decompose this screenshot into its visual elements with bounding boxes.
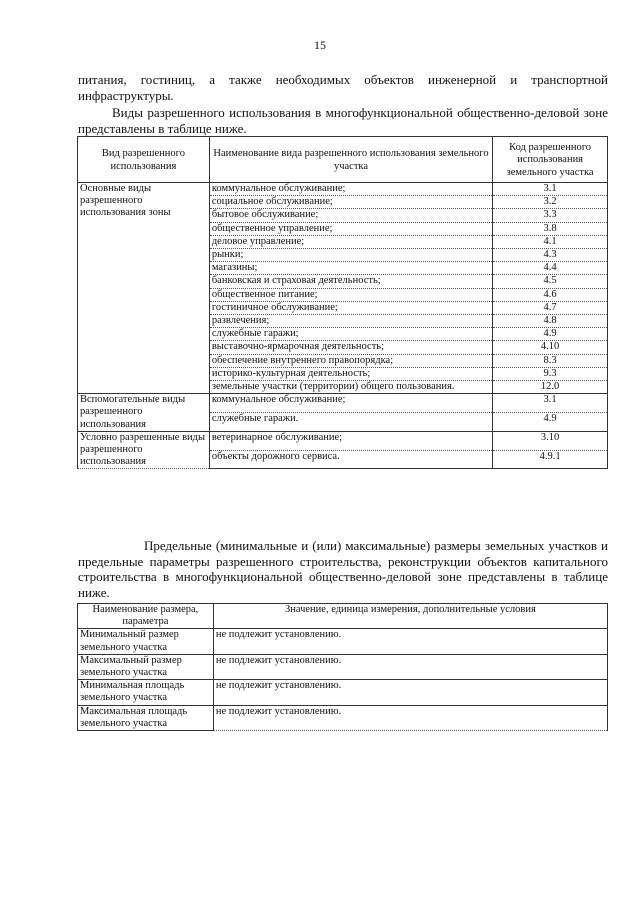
use-name-cell: земельные участки (территории) общего пользования.	[209, 381, 492, 394]
use-type-cell: Основные виды разрешенного использования зоны	[78, 183, 210, 394]
table-row	[78, 394, 608, 413]
use-code-cell: 4.9	[493, 413, 608, 432]
parameter-cell: Минимальная площадь земельного участка	[78, 680, 214, 705]
use-name-cell: общественное питание;	[209, 288, 492, 301]
use-name-cell: бытовое обслуживание;	[209, 209, 492, 222]
use-code-cell: 4.9	[493, 328, 608, 341]
use-name-cell: рынки;	[209, 249, 492, 262]
use-name-cell: объекты дорожного сервиса.	[209, 450, 492, 469]
use-name-cell: развлечения;	[209, 315, 492, 328]
use-code-cell: 8.3	[493, 354, 608, 367]
parameters-table-body	[78, 604, 608, 731]
table-row	[78, 705, 608, 730]
table-row	[78, 431, 608, 450]
use-type-cell: Условно разрешенные виды разрешенного использования	[78, 431, 210, 469]
use-name-cell: коммунальное обслуживание;	[209, 394, 492, 413]
table-header-row	[78, 137, 608, 183]
use-code-cell: 4.3	[493, 249, 608, 262]
use-code-cell: 4.4	[493, 262, 608, 275]
use-name-cell: общественное управление;	[209, 222, 492, 235]
use-name-cell: банковская и страховая деятельность;	[209, 275, 492, 288]
use-name-cell: служебные гаражи.	[209, 413, 492, 432]
paragraph-intro: питания, гостиниц, а также необходимых объектов инженерной и транспортной инфраструктуры.	[78, 72, 608, 103]
page-number: 15	[314, 38, 326, 52]
use-name-cell: магазины;	[209, 262, 492, 275]
header-use-code: Код разрешенного использования земельного участка	[493, 137, 608, 183]
parameter-cell: Минимальный размер земельного участка	[78, 629, 214, 654]
use-code-cell: 4.8	[493, 315, 608, 328]
use-name-cell: историко-культурная деятельность;	[209, 367, 492, 380]
use-code-cell: 3.2	[493, 196, 608, 209]
use-code-cell: 4.1	[493, 235, 608, 248]
value-cell: не подлежит установлению.	[213, 629, 607, 654]
header-use-type: Вид разрешенного использования	[78, 137, 210, 183]
parameter-cell: Максимальный размер земельного участка	[78, 654, 214, 679]
paragraph-table1-caption: Виды разрешенного использования в многофункциональной общественно-деловой зоне представлены в таблице ниже.	[78, 105, 608, 136]
use-code-cell: 4.7	[493, 301, 608, 314]
use-code-cell: 3.10	[493, 431, 608, 450]
parameters-table	[77, 603, 608, 731]
use-name-cell: обеспечение внутреннего правопорядка;	[209, 354, 492, 367]
header-parameter: Наименование размера, параметра	[78, 604, 214, 629]
permitted-use-table	[77, 136, 608, 469]
use-code-cell: 3.8	[493, 222, 608, 235]
use-name-cell: социальное обслуживание;	[209, 196, 492, 209]
use-type-cell: Вспомогательные виды разрешенного использования	[78, 394, 210, 432]
use-name-cell: служебные гаражи;	[209, 328, 492, 341]
paragraph-table2-caption: Предельные (минимальные и (или) максимальные) размеры земельных участков и предельные параметры разрешенного строительства, реконструкции объектов капитального строительства в многофункциональной общественно-деловой зоне представлены в таблице ниже.	[78, 538, 608, 600]
use-name-cell: ветеринарное обслуживание;	[209, 431, 492, 450]
use-code-cell: 3.1	[493, 394, 608, 413]
table-row	[78, 654, 608, 679]
value-cell: не подлежит установлению.	[213, 654, 607, 679]
table-row	[78, 629, 608, 654]
parameter-cell: Максимальная площадь земельного участка	[78, 705, 214, 730]
use-code-cell: 4.6	[493, 288, 608, 301]
use-code-cell: 4.5	[493, 275, 608, 288]
permitted-use-table-body	[78, 137, 608, 469]
value-cell: не подлежит установлению.	[213, 680, 607, 705]
use-code-cell: 3.3	[493, 209, 608, 222]
value-cell: не подлежит установлению.	[213, 705, 607, 730]
table-header-row	[78, 604, 608, 629]
table-row	[78, 680, 608, 705]
header-value: Значение, единица измерения, дополнительные условия	[213, 604, 607, 629]
use-name-cell: гостиничное обслуживание;	[209, 301, 492, 314]
use-code-cell: 3.1	[493, 183, 608, 196]
use-name-cell: коммунальное обслуживание;	[209, 183, 492, 196]
header-use-name: Наименование вида разрешенного использования земельного участка	[209, 137, 492, 183]
use-code-cell: 12.0	[493, 381, 608, 394]
table-row	[78, 183, 608, 196]
use-code-cell: 9.3	[493, 367, 608, 380]
use-name-cell: выставочно-ярмарочная деятельность;	[209, 341, 492, 354]
use-name-cell: деловое управление;	[209, 235, 492, 248]
use-code-cell: 4.10	[493, 341, 608, 354]
use-code-cell: 4.9.1	[493, 450, 608, 469]
